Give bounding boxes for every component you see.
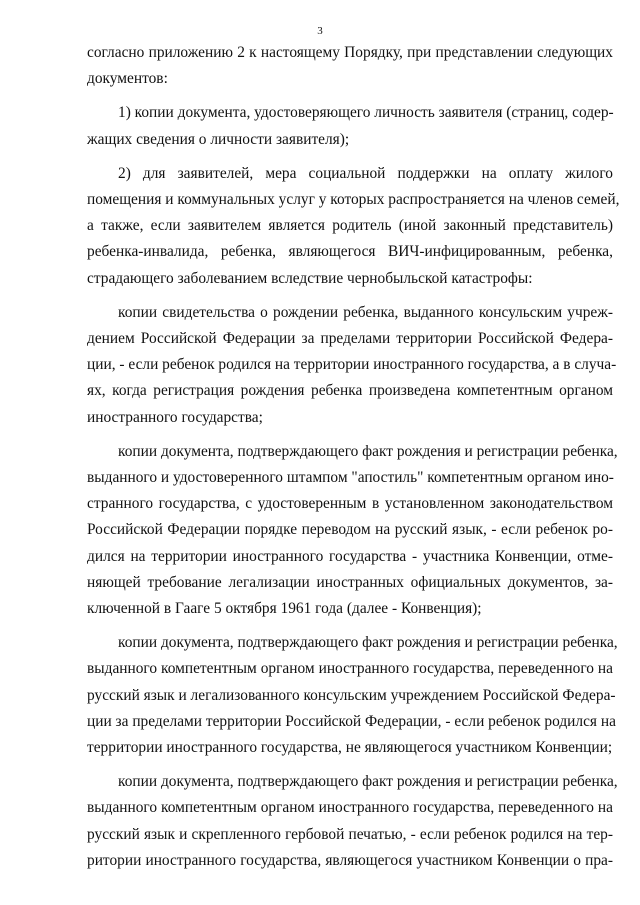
text-line: выданного компетентным органом иностранного государства, переведенного на [87,660,613,678]
text-line: странного государства, с удостоверенным в установленном законодательством [87,495,613,513]
text-line: копии документа, подтверждающего факт рождения и регистрации ребенка, [118,634,618,652]
text-line: иностранного государства; [87,408,263,426]
text-line: страдающего заболеванием вследствие чернобыльской катастрофы: [87,269,533,287]
text-line: копии документа, подтверждающего факт рождения и регистрации ребенка, [118,442,618,460]
text-line: документов: [87,70,168,88]
text-line: русский язык и скрепленного гербовой печатью, - если ребенок родился на тер- [87,825,613,843]
paragraph [87,161,620,292]
text-line: русский язык и легализованного консульским учреждением Российской Федера- [87,686,616,704]
text-line: дился на территории иностранного государства - участника Конвенции, отме- [87,547,613,565]
paragraph [87,100,613,152]
text-line: ключенной в Гааге 5 октября 1961 года (далее - Конвенция); [87,600,482,618]
paragraph [87,40,613,92]
text-line: ции за пределами территории Российской Федерации, - если ребенок родился на [87,712,616,730]
page-number: 3 [317,25,323,37]
text-line: а также, если заявителем является родитель (иной законный представитель) [87,217,613,235]
paragraph [87,630,618,761]
text-line: ции, - если ребенок родился на территории иностранного государства, а в случа- [87,356,617,374]
text-line: 1) копии документа, удостоверяющего личность заявителя (страниц, содер- [118,104,614,122]
text-line: ребенка-инвалида, ребенка, являющегося ВИЧ-инфицированным, ребенка, [87,243,613,261]
text-line: помещения и коммунальных услуг у которых распространяется на членов семей, [87,191,620,209]
text-line: жащих сведения о личности заявителя); [87,130,350,148]
paragraph [87,439,618,622]
paragraph [87,300,617,431]
text-line: ях, когда регистрация рождения ребенка произведена компетентным органом [87,382,613,400]
text-line: няющей требование легализации иностранных официальных документов, за- [87,573,613,591]
text-line: копии документа, подтверждающего факт рождения и регистрации ребенка, [118,773,618,791]
text-line: выданного и удостоверенного штампом "апостиль" компетентным органом ино- [87,469,614,487]
text-line: Российской Федерации порядке переводом на русский язык, - если ребенок ро- [87,521,613,539]
document-body [87,40,620,874]
paragraph [87,769,618,874]
text-line: согласно приложению 2 к настоящему Порядку, при представлении следующих [87,44,613,61]
text-line: 2) для заявителей, мера социальной поддержки на оплату жилого [118,164,613,182]
text-line: копии свидетельства о рождении ребенка, выданного консульским учреж- [118,303,613,321]
text-line: дением Российской Федерации за пределами территории Российской Федера- [87,330,613,348]
text-line: выданного компетентным органом иностранного государства, переведенного на [87,799,613,817]
text-line: ритории иностранного государства, являющегося участником Конвенции о пра- [87,851,613,869]
text-line: территории иностранного государства, не являющегося участником Конвенции; [87,739,613,757]
